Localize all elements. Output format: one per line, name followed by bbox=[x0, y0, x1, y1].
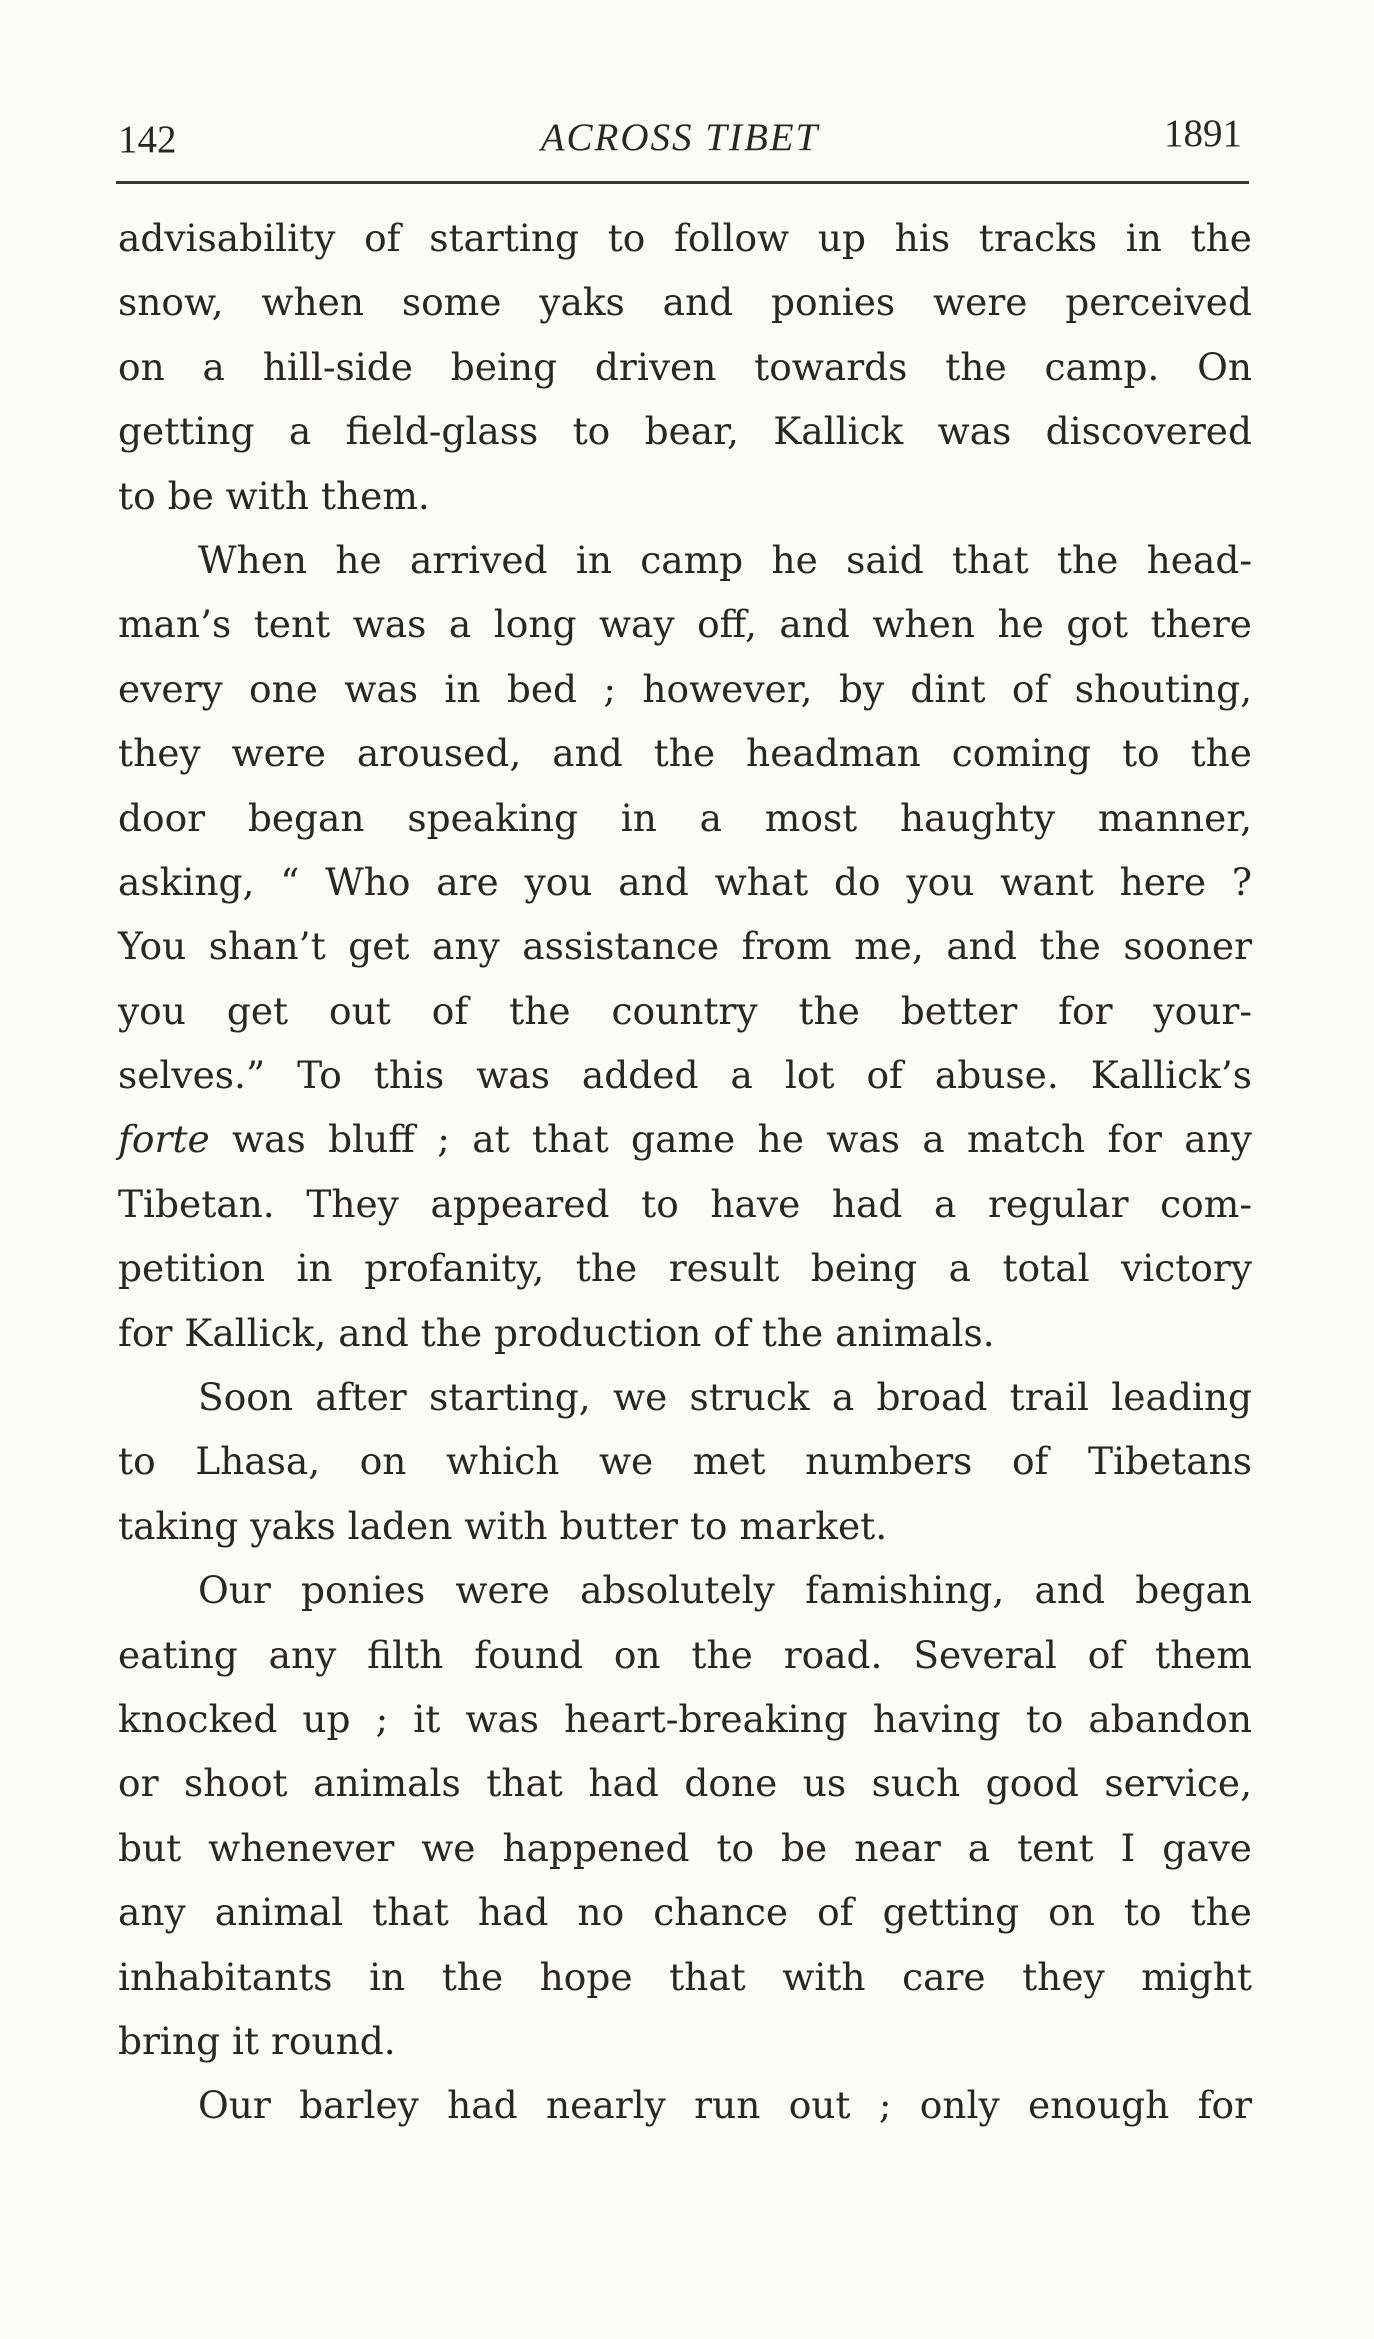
text-line: Our barley had nearly run out ; only enough for bbox=[198, 2083, 1252, 2128]
text-line: every one was in bed ; however, by dint of shouting, bbox=[118, 666, 1252, 711]
text-line: Tibetan. They appeared to have had a regular com- bbox=[118, 1181, 1252, 1226]
text-line: man’s tent was a long way off, and when he got there bbox=[118, 602, 1252, 647]
year-label: 1891 bbox=[1164, 112, 1242, 155]
text-line: any animal that had no chance of getting on to the bbox=[118, 1890, 1252, 1935]
text-line: they were aroused, and the headman coming to the bbox=[118, 731, 1252, 776]
text-line: advisability of starting to follow up his tracks in the bbox=[118, 216, 1252, 260]
text-line: but whenever we happened to be near a tent I gave bbox=[118, 1825, 1252, 1870]
text-line: door began speaking in a most haughty manner, bbox=[118, 795, 1252, 840]
line-remainder: was bluff ; at that game he was a match for any bbox=[209, 1117, 1252, 1162]
text-line: to Lhasa, on which we met numbers of Tibetans bbox=[118, 1439, 1252, 1484]
text-line: you get out of the country the better for your- bbox=[118, 988, 1252, 1033]
text-line: Our ponies were absolutely famishing, and began bbox=[198, 1568, 1252, 1613]
text-line bbox=[118, 1107, 1252, 1171]
text-line: knocked up ; it was heart-breaking having to abandon bbox=[118, 1696, 1252, 1741]
header-rule bbox=[116, 181, 1249, 184]
text-line: selves.” To this was added a lot of abuse. Kallick’s bbox=[118, 1053, 1252, 1098]
text-line: or shoot animals that had done us such good service, bbox=[118, 1761, 1252, 1806]
text-line: Soon after starting, we struck a broad trail leading bbox=[198, 1375, 1252, 1420]
running-head bbox=[118, 110, 1242, 166]
text-line: taking yaks laden with butter to market. bbox=[118, 1503, 888, 1548]
page-number: 142 bbox=[118, 118, 177, 161]
text-line: bring it round. bbox=[118, 2018, 396, 2063]
text-line: petition in profanity, the result being a total victory bbox=[118, 1246, 1252, 1291]
running-title: ACROSS TIBET bbox=[540, 116, 820, 159]
text-line: You shan’t get any assistance from me, and the sooner bbox=[118, 924, 1252, 969]
text-line: eating any filth found on the road. Several of them bbox=[118, 1632, 1252, 1677]
text-line: asking, “ Who are you and what do you want here ? bbox=[118, 859, 1252, 904]
text-line: snow, when some yaks and ponies were perceived bbox=[118, 280, 1252, 325]
italic-word: forte bbox=[118, 1117, 210, 1162]
text-line: When he arrived in camp he said that the head- bbox=[198, 537, 1252, 582]
text-line: getting a field-glass to bear, Kallick was discovered bbox=[118, 409, 1252, 454]
text-line: for Kallick, and the production of the animals. bbox=[118, 1310, 995, 1355]
text-line: inhabitants in the hope that with care they might bbox=[118, 1954, 1252, 1999]
text-line: on a hill-side being driven towards the camp. On bbox=[118, 344, 1252, 389]
body-text bbox=[118, 206, 1252, 2138]
text-line: to be with them. bbox=[118, 473, 430, 518]
